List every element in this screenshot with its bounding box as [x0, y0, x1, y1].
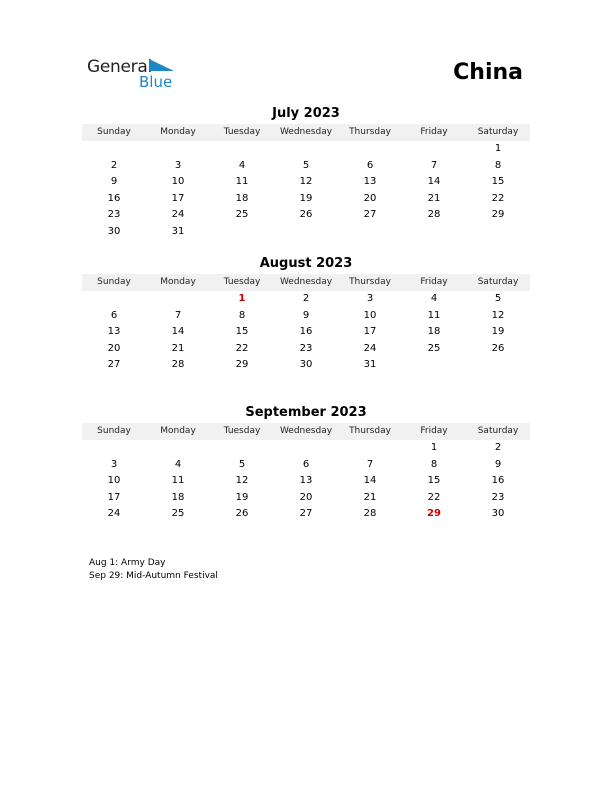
week-row — [82, 506, 530, 523]
day-cell: 30 — [299, 359, 313, 371]
day-cell — [466, 224, 530, 241]
day-cell: 26 — [299, 209, 313, 221]
weekday-label: Sunday — [97, 426, 131, 436]
day-cell: 22 — [235, 342, 249, 354]
day-cell: 9 — [494, 458, 502, 470]
holiday-notes — [89, 557, 218, 583]
day-cell: 27 — [107, 359, 121, 371]
day-cell: 3 — [174, 159, 182, 171]
weekday-label: Monday — [160, 127, 196, 137]
day-cell: 15 — [491, 176, 505, 188]
week-row — [82, 224, 530, 241]
holiday-note: Aug 1: Army Day — [89, 558, 166, 568]
day-cell: 3 — [110, 458, 118, 470]
weekday-label: Tuesday — [223, 426, 261, 436]
day-cell: 24 — [107, 508, 121, 520]
day-cell: 1 — [494, 143, 502, 154]
weekday-label: Monday — [160, 426, 196, 436]
day-cell: 14 — [171, 326, 185, 338]
day-cell — [210, 440, 274, 457]
day-cell: 22 — [491, 192, 505, 204]
day-cell — [274, 224, 338, 241]
week-row — [82, 174, 530, 191]
week-row — [82, 291, 530, 308]
month-title: September 2023 — [245, 405, 367, 420]
day-cell: 28 — [171, 359, 185, 371]
day-cell: 28 — [427, 209, 441, 221]
day-cell: 16 — [107, 192, 121, 204]
day-cell: 8 — [238, 309, 246, 321]
day-cell — [210, 224, 274, 241]
day-cell: 13 — [363, 176, 377, 188]
day-cell: 25 — [427, 342, 441, 354]
day-cell: 9 — [110, 176, 118, 188]
day-cell: 27 — [299, 508, 313, 520]
logo-triangle-icon — [149, 59, 174, 71]
day-cell: 25 — [171, 508, 185, 520]
day-cell: 11 — [171, 475, 185, 487]
weekday-header — [82, 124, 530, 141]
day-cell: 30 — [107, 225, 121, 237]
day-cell: 18 — [235, 192, 249, 204]
day-cell: 31 — [363, 359, 377, 371]
day-cell: 21 — [363, 491, 377, 503]
day-cell: 2 — [110, 159, 118, 171]
week-row — [82, 324, 530, 341]
day-cell — [338, 440, 402, 457]
day-cell — [338, 141, 402, 158]
day-cell — [402, 224, 466, 241]
month-title: July 2023 — [272, 106, 340, 121]
holiday-day-cell: 29 — [427, 508, 441, 520]
day-cell: 20 — [299, 491, 313, 503]
weekday-label: Saturday — [477, 277, 519, 287]
week-row — [82, 308, 530, 325]
day-cell: 6 — [110, 309, 118, 321]
day-cell: 2 — [302, 293, 310, 304]
day-cell — [402, 141, 466, 158]
day-cell: 4 — [430, 293, 438, 304]
day-cell: 18 — [171, 491, 185, 503]
week-row — [82, 490, 530, 507]
holiday-note: Sep 29: Mid-Autumn Festival — [89, 571, 218, 581]
weekday-label: Friday — [420, 426, 448, 436]
day-cell: 21 — [427, 192, 441, 204]
day-cell: 19 — [299, 192, 313, 204]
day-cell: 2 — [494, 442, 502, 453]
day-cell: 17 — [363, 326, 377, 338]
day-cell: 13 — [107, 326, 121, 338]
weekday-label: Monday — [160, 277, 196, 287]
day-cell — [338, 224, 402, 241]
day-cell: 10 — [363, 309, 377, 321]
day-cell: 11 — [427, 309, 441, 321]
weekday-label: Thursday — [349, 426, 391, 436]
day-cell: 30 — [491, 508, 505, 520]
day-cell: 7 — [366, 458, 374, 470]
day-cell: 16 — [491, 475, 505, 487]
weekday-label: Saturday — [477, 426, 519, 436]
day-cell: 16 — [299, 326, 313, 338]
day-cell: 26 — [491, 342, 505, 354]
weekday-label: Friday — [420, 127, 448, 137]
day-cell: 23 — [107, 209, 121, 221]
day-cell: 14 — [363, 475, 377, 487]
day-cell: 24 — [171, 209, 185, 221]
day-cell — [146, 141, 210, 158]
day-cell: 15 — [427, 475, 441, 487]
weekday-label: Friday — [420, 277, 448, 287]
day-cell: 5 — [494, 293, 502, 304]
week-row — [82, 191, 530, 208]
day-cell: 13 — [299, 475, 313, 487]
day-cell: 10 — [107, 475, 121, 487]
day-cell: 14 — [427, 176, 441, 188]
weekday-label: Tuesday — [223, 277, 261, 287]
weekday-label: Wednesday — [279, 127, 333, 137]
holiday-day-cell: 1 — [238, 293, 246, 304]
day-cell: 8 — [430, 458, 438, 470]
day-cell: 7 — [430, 159, 438, 171]
day-cell: 31 — [171, 225, 185, 237]
day-cell: 24 — [363, 342, 377, 354]
day-cell: 5 — [238, 458, 246, 470]
day-cell: 12 — [299, 176, 313, 188]
day-cell: 18 — [427, 326, 441, 338]
month-calendar — [82, 405, 530, 523]
day-cell: 29 — [235, 359, 249, 371]
day-cell: 29 — [491, 209, 505, 221]
day-cell: 9 — [302, 309, 310, 321]
weekday-label: Sunday — [97, 277, 131, 287]
logo — [86, 56, 186, 92]
day-cell: 3 — [366, 293, 374, 304]
day-cell: 19 — [491, 326, 505, 338]
day-cell — [274, 141, 338, 158]
day-cell: 27 — [363, 209, 377, 221]
day-cell: 19 — [235, 491, 249, 503]
day-cell: 17 — [107, 491, 121, 503]
week-row — [82, 457, 530, 474]
week-row — [82, 341, 530, 358]
day-cell: 7 — [174, 309, 182, 321]
logo-word-blue: Blue — [139, 73, 173, 91]
weekday-header — [82, 274, 530, 291]
day-cell: 23 — [491, 491, 505, 503]
day-cell: 23 — [299, 342, 313, 354]
day-cell: 1 — [430, 442, 438, 453]
day-cell: 28 — [363, 508, 377, 520]
day-cell: 4 — [238, 159, 246, 171]
day-cell: 26 — [235, 508, 249, 520]
weekday-label: Thursday — [349, 127, 391, 137]
month-calendar — [82, 256, 530, 374]
day-cell — [274, 440, 338, 457]
day-cell: 20 — [107, 342, 121, 354]
day-cell: 25 — [235, 209, 249, 221]
day-cell — [210, 141, 274, 158]
week-row — [82, 473, 530, 490]
day-cell — [146, 291, 210, 308]
weekday-label: Wednesday — [279, 277, 333, 287]
weekday-label: Saturday — [477, 127, 519, 137]
week-row — [82, 207, 530, 224]
day-cell: 11 — [235, 176, 249, 188]
week-row — [82, 440, 530, 457]
day-cell: 22 — [427, 491, 441, 503]
day-cell: 15 — [235, 326, 249, 338]
day-cell — [82, 440, 146, 457]
day-cell: 6 — [302, 458, 310, 470]
country-title: China — [453, 60, 523, 85]
day-cell: 17 — [171, 192, 185, 204]
day-cell: 20 — [363, 192, 377, 204]
weekday-label: Tuesday — [223, 127, 261, 137]
day-cell: 5 — [302, 159, 310, 171]
day-cell: 12 — [235, 475, 249, 487]
day-cell — [402, 357, 466, 374]
day-cell — [82, 141, 146, 158]
weekday-label: Thursday — [349, 277, 391, 287]
day-cell: 8 — [494, 159, 502, 171]
day-cell: 12 — [491, 309, 505, 321]
day-cell: 10 — [171, 176, 185, 188]
weekday-label: Wednesday — [279, 426, 333, 436]
week-row — [82, 357, 530, 374]
day-cell: 6 — [366, 159, 374, 171]
month-calendar — [82, 106, 530, 241]
day-cell: 21 — [171, 342, 185, 354]
logo-word-general: General — [87, 57, 152, 77]
week-row — [82, 158, 530, 175]
weekday-label: Sunday — [97, 127, 131, 137]
week-row — [82, 141, 530, 158]
day-cell: 4 — [174, 458, 182, 470]
day-cell — [82, 291, 146, 308]
weekday-header — [82, 423, 530, 440]
day-cell — [466, 357, 530, 374]
month-title: August 2023 — [259, 256, 353, 271]
day-cell — [146, 440, 210, 457]
